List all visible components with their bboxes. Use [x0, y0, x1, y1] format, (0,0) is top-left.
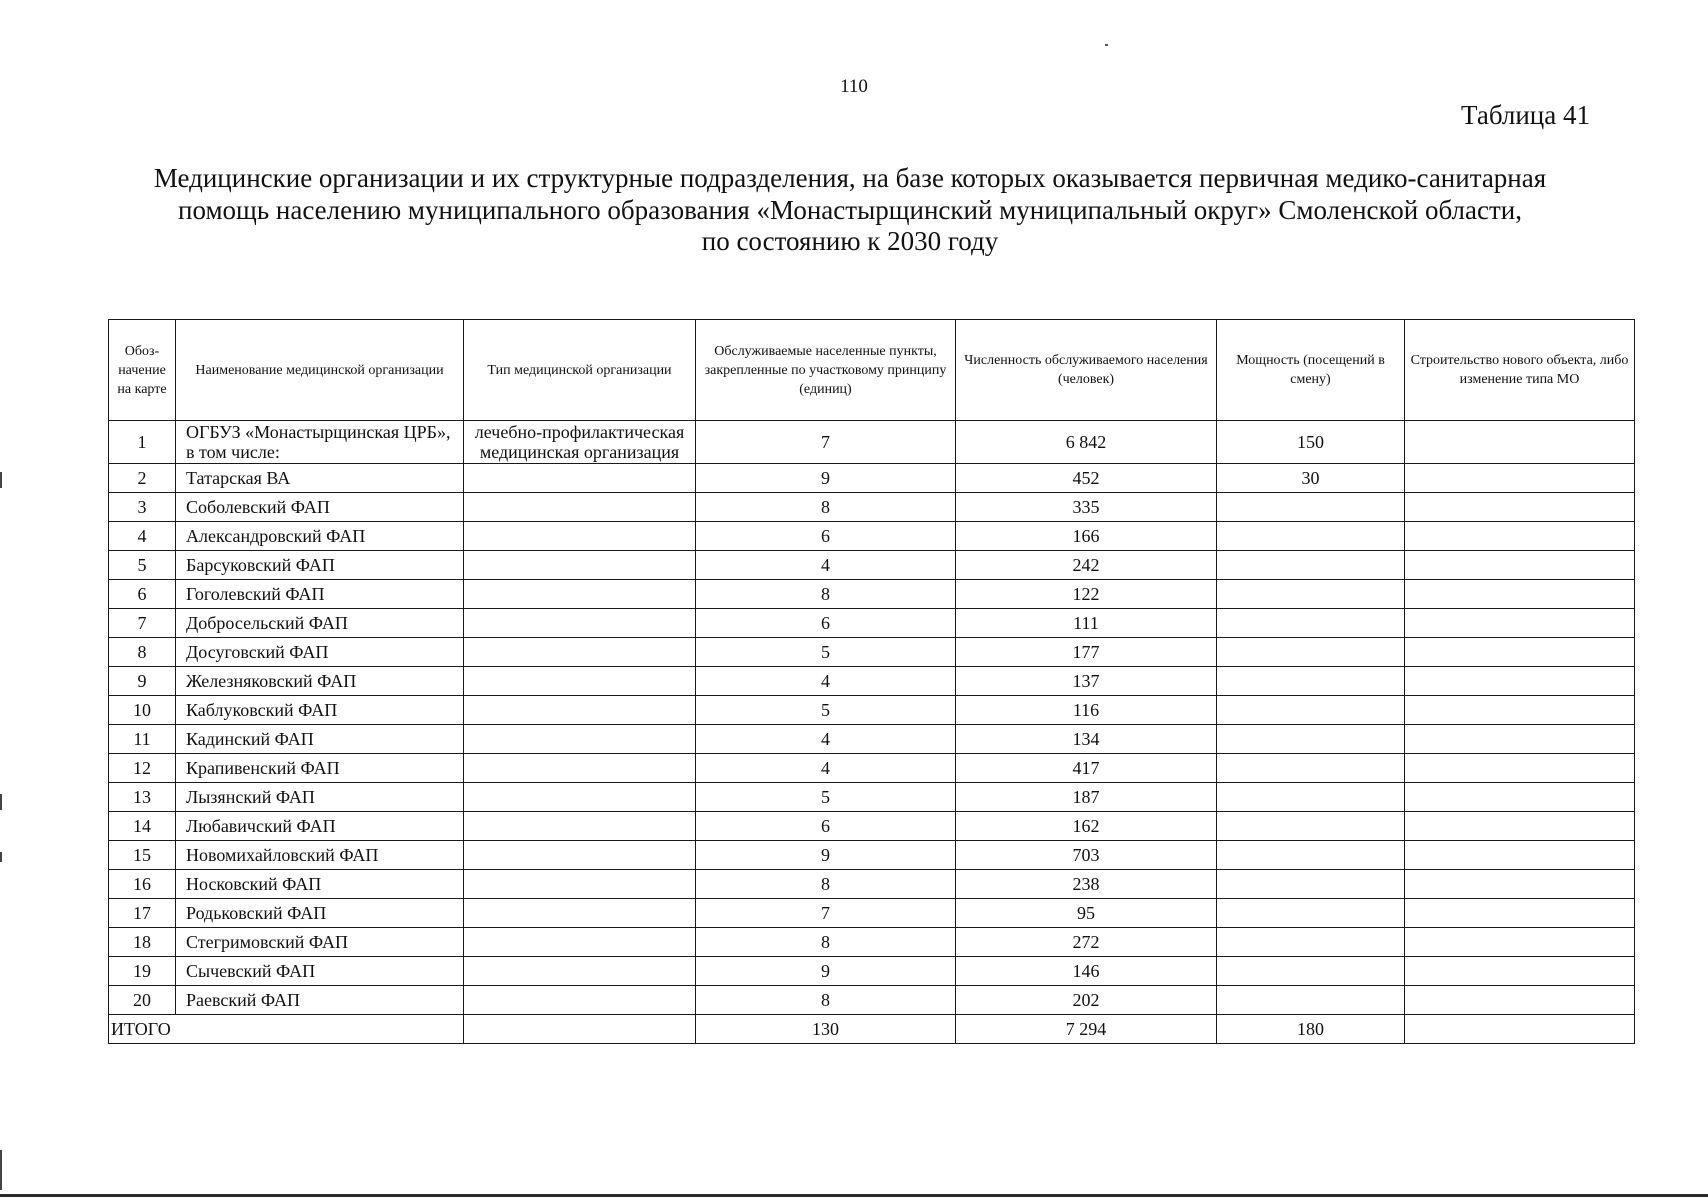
cell-organization-name: Сычевский ФАП [176, 957, 464, 986]
cell-capacity [1217, 638, 1405, 667]
cell-construction [1405, 421, 1635, 464]
cell-capacity [1217, 783, 1405, 812]
table-row [109, 551, 1635, 580]
cell-construction [1405, 986, 1635, 1015]
header-served-population: Численность обслуживаемого населения (человек) [956, 320, 1217, 421]
cell-organization-name: Носковский ФАП [176, 870, 464, 899]
cell-served-settlements: 5 [696, 638, 956, 667]
cell-served-population: 417 [956, 754, 1217, 783]
table-row [109, 493, 1635, 522]
cell-capacity [1217, 754, 1405, 783]
header-construction: Строительство нового объекта, либо изменение типа МО [1405, 320, 1635, 421]
cell-organization-name: ОГБУЗ «Монастырщинская ЦРБ», в том числе: [176, 421, 464, 464]
cell-organization-type [464, 725, 696, 754]
header-organization-type: Тип медицинской организации [464, 320, 696, 421]
cell-map-designation: 8 [109, 638, 176, 667]
cell-served-settlements: 4 [696, 551, 956, 580]
cell-construction [1405, 638, 1635, 667]
cell-organization-name: Родьковский ФАП [176, 899, 464, 928]
cell-served-settlements: 4 [696, 667, 956, 696]
cell-organization-name: Кадинский ФАП [176, 725, 464, 754]
table-row [109, 957, 1635, 986]
cell-capacity [1217, 667, 1405, 696]
total-served-settlements: 130 [696, 1015, 956, 1044]
title-line-3: по состоянию к 2030 году [701, 226, 999, 256]
cell-served-population: 111 [956, 609, 1217, 638]
cell-capacity [1217, 522, 1405, 551]
cell-served-population: 166 [956, 522, 1217, 551]
cell-map-designation: 4 [109, 522, 176, 551]
cell-map-designation: 11 [109, 725, 176, 754]
cell-map-designation: 5 [109, 551, 176, 580]
header-map-designation: Обоз-начение на карте [109, 320, 176, 421]
cell-served-settlements: 5 [696, 783, 956, 812]
total-capacity: 180 [1217, 1015, 1405, 1044]
cell-construction [1405, 667, 1635, 696]
scan-margin-mark [0, 472, 2, 488]
table-row [109, 783, 1635, 812]
page-number: 110 [840, 76, 868, 97]
cell-map-designation: 10 [109, 696, 176, 725]
cell-capacity [1217, 551, 1405, 580]
cell-organization-type [464, 493, 696, 522]
cell-construction [1405, 928, 1635, 957]
cell-organization-type [464, 638, 696, 667]
total-served-population: 7 294 [956, 1015, 1217, 1044]
cell-served-settlements: 9 [696, 841, 956, 870]
cell-construction [1405, 957, 1635, 986]
cell-construction [1405, 609, 1635, 638]
scan-margin-mark [0, 852, 2, 862]
title-line-1: Медицинские организации и их структурные подразделения, на базе которых оказывается первичная медико-санитарная [153, 163, 1547, 193]
cell-organization-type [464, 464, 696, 493]
cell-organization-name: Любавичский ФАП [176, 812, 464, 841]
cell-construction [1405, 493, 1635, 522]
cell-organization-name: Железняковский ФАП [176, 667, 464, 696]
cell-capacity [1217, 986, 1405, 1015]
header-organization-name: Наименование медицинской организации [176, 320, 464, 421]
cell-map-designation: 6 [109, 580, 176, 609]
cell-organization-type: лечебно-профилактическая медицинская организация [464, 421, 696, 464]
table-header-row [109, 320, 1635, 421]
cell-construction [1405, 522, 1635, 551]
cell-served-settlements: 8 [696, 493, 956, 522]
cell-served-population: 703 [956, 841, 1217, 870]
cell-map-designation: 15 [109, 841, 176, 870]
cell-organization-type [464, 841, 696, 870]
cell-construction [1405, 464, 1635, 493]
cell-construction [1405, 841, 1635, 870]
cell-served-settlements: 8 [696, 870, 956, 899]
total-organization-type [464, 1015, 696, 1044]
cell-map-designation: 18 [109, 928, 176, 957]
cell-construction [1405, 899, 1635, 928]
header-served-settlements: Обслуживаемые населенные пункты, закрепленные по участковому принципу (единиц) [696, 320, 956, 421]
cell-served-settlements: 8 [696, 928, 956, 957]
cell-served-settlements: 4 [696, 754, 956, 783]
cell-served-settlements: 5 [696, 696, 956, 725]
cell-organization-type [464, 754, 696, 783]
cell-organization-name: Раевский ФАП [176, 986, 464, 1015]
cell-capacity [1217, 696, 1405, 725]
table-label: Таблица 41 [1461, 100, 1590, 130]
table-row [109, 899, 1635, 928]
table-row [109, 696, 1635, 725]
cell-capacity [1217, 725, 1405, 754]
cell-organization-type [464, 783, 696, 812]
cell-organization-name: Соболевский ФАП [176, 493, 464, 522]
table-row [109, 812, 1635, 841]
table-row [109, 421, 1635, 464]
cell-served-population: 95 [956, 899, 1217, 928]
cell-organization-name: Досуговский ФАП [176, 638, 464, 667]
scan-margin-mark [0, 794, 2, 810]
cell-map-designation: 3 [109, 493, 176, 522]
total-construction [1405, 1015, 1635, 1044]
cell-construction [1405, 696, 1635, 725]
cell-capacity [1217, 580, 1405, 609]
cell-organization-name: Александровский ФАП [176, 522, 464, 551]
cell-organization-type [464, 928, 696, 957]
table-row [109, 928, 1635, 957]
cell-capacity [1217, 812, 1405, 841]
cell-map-designation: 13 [109, 783, 176, 812]
cell-map-designation: 20 [109, 986, 176, 1015]
cell-served-population: 202 [956, 986, 1217, 1015]
cell-map-designation: 17 [109, 899, 176, 928]
cell-organization-type [464, 522, 696, 551]
table-row [109, 609, 1635, 638]
cell-served-population: 137 [956, 667, 1217, 696]
cell-construction [1405, 754, 1635, 783]
cell-served-population: 116 [956, 696, 1217, 725]
cell-organization-name: Каблуковский ФАП [176, 696, 464, 725]
cell-served-population: 162 [956, 812, 1217, 841]
cell-organization-type [464, 899, 696, 928]
cell-capacity [1217, 899, 1405, 928]
cell-served-settlements: 6 [696, 522, 956, 551]
table-row [109, 986, 1635, 1015]
medical-organizations-table [108, 319, 1635, 1044]
cell-map-designation: 14 [109, 812, 176, 841]
cell-organization-name: Новомихайловский ФАП [176, 841, 464, 870]
cell-organization-name: Барсуковский ФАП [176, 551, 464, 580]
scan-bottom-edge [0, 1194, 1708, 1197]
cell-map-designation: 12 [109, 754, 176, 783]
table-row [109, 580, 1635, 609]
cell-map-designation: 2 [109, 464, 176, 493]
cell-organization-type [464, 986, 696, 1015]
scan-speck [1105, 44, 1108, 46]
cell-capacity [1217, 957, 1405, 986]
cell-served-population: 272 [956, 928, 1217, 957]
cell-served-settlements: 6 [696, 812, 956, 841]
cell-organization-type [464, 580, 696, 609]
cell-served-settlements: 8 [696, 986, 956, 1015]
cell-capacity: 150 [1217, 421, 1405, 464]
table-total-row [109, 1015, 1635, 1044]
cell-map-designation: 7 [109, 609, 176, 638]
cell-served-population: 6 842 [956, 421, 1217, 464]
cell-capacity [1217, 928, 1405, 957]
cell-organization-name: Крапивенский ФАП [176, 754, 464, 783]
table-row [109, 725, 1635, 754]
cell-map-designation: 9 [109, 667, 176, 696]
cell-served-settlements: 7 [696, 899, 956, 928]
cell-served-settlements: 4 [696, 725, 956, 754]
cell-organization-type [464, 551, 696, 580]
cell-served-population: 177 [956, 638, 1217, 667]
cell-capacity [1217, 609, 1405, 638]
cell-served-population: 187 [956, 783, 1217, 812]
cell-organization-name: Добросельский ФАП [176, 609, 464, 638]
cell-organization-type [464, 696, 696, 725]
cell-served-settlements: 9 [696, 464, 956, 493]
cell-served-population: 452 [956, 464, 1217, 493]
table-row [109, 870, 1635, 899]
cell-organization-type [464, 957, 696, 986]
table-row [109, 667, 1635, 696]
cell-organization-name: Татарская ВА [176, 464, 464, 493]
cell-served-population: 122 [956, 580, 1217, 609]
cell-construction [1405, 812, 1635, 841]
cell-map-designation: 19 [109, 957, 176, 986]
cell-served-population: 335 [956, 493, 1217, 522]
cell-served-settlements: 9 [696, 957, 956, 986]
cell-organization-type [464, 667, 696, 696]
table-row [109, 464, 1635, 493]
cell-organization-name: Лызянский ФАП [176, 783, 464, 812]
cell-served-population: 146 [956, 957, 1217, 986]
cell-capacity [1217, 870, 1405, 899]
table-row [109, 841, 1635, 870]
title-line-2: помощь населению муниципального образования «Монастырщинский муниципальный округ» Смоленской области, [178, 194, 1522, 225]
cell-served-settlements: 6 [696, 609, 956, 638]
cell-organization-type [464, 870, 696, 899]
table-body [109, 421, 1635, 1044]
cell-organization-type [464, 609, 696, 638]
cell-capacity [1217, 841, 1405, 870]
cell-construction [1405, 870, 1635, 899]
cell-served-settlements: 7 [696, 421, 956, 464]
cell-map-designation: 16 [109, 870, 176, 899]
document-title [60, 163, 1640, 258]
cell-organization-type [464, 812, 696, 841]
cell-capacity: 30 [1217, 464, 1405, 493]
cell-organization-name: Гоголевский ФАП [176, 580, 464, 609]
header-capacity: Мощность (посещений в смену) [1217, 320, 1405, 421]
cell-construction [1405, 783, 1635, 812]
cell-served-population: 238 [956, 870, 1217, 899]
cell-served-settlements: 8 [696, 580, 956, 609]
table-row [109, 638, 1635, 667]
cell-construction [1405, 551, 1635, 580]
cell-construction [1405, 725, 1635, 754]
cell-construction [1405, 580, 1635, 609]
cell-served-population: 242 [956, 551, 1217, 580]
total-label: ИТОГО [109, 1015, 464, 1044]
cell-served-population: 134 [956, 725, 1217, 754]
cell-organization-name: Стегримовский ФАП [176, 928, 464, 957]
table-row [109, 522, 1635, 551]
scan-margin-mark [0, 1150, 2, 1190]
cell-capacity [1217, 493, 1405, 522]
table-row [109, 754, 1635, 783]
cell-map-designation: 1 [109, 421, 176, 464]
